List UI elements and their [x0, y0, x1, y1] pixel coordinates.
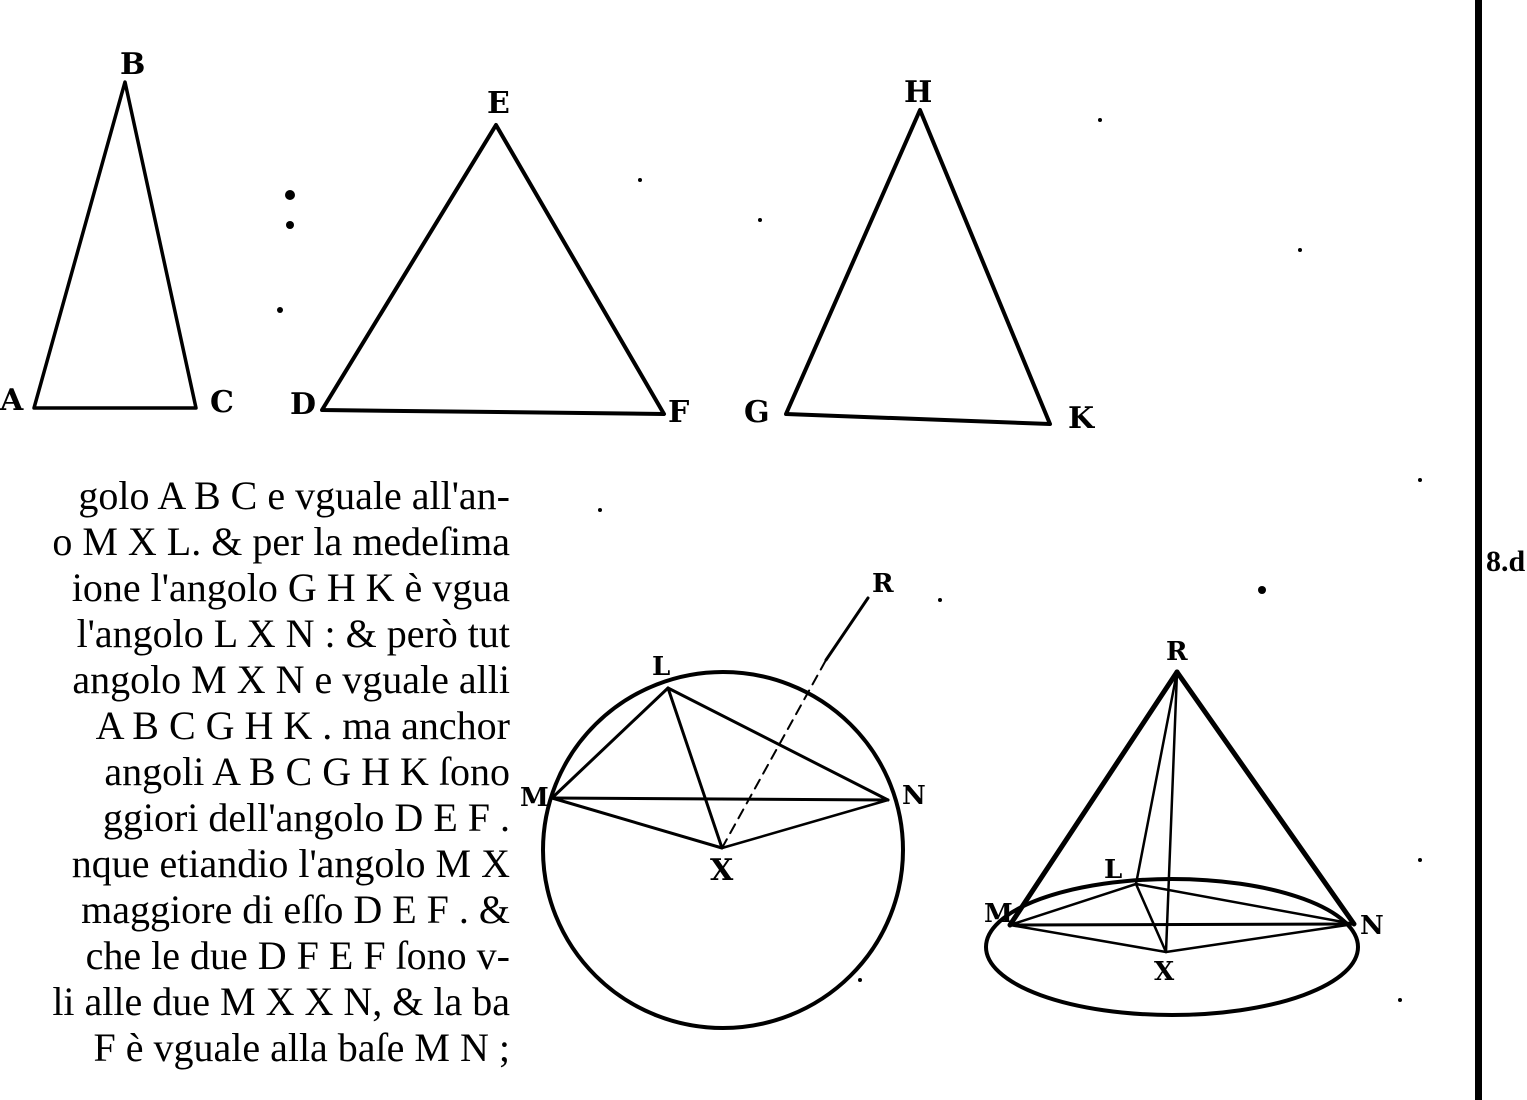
label-k: K	[1068, 401, 1095, 436]
text-line: angoli A B C G H K ſono	[104, 749, 510, 794]
label-cone-l: L	[1104, 855, 1123, 885]
label-h: H	[904, 75, 933, 110]
text-line: ione l'angolo G H K è vgua	[71, 565, 510, 610]
text-line: maggiore di eſſo D E F . &	[81, 887, 510, 932]
text-line: l'angolo L X N : & però tut	[76, 611, 510, 656]
label-circle-l: L	[652, 652, 671, 682]
text-line: o M X L. & per la medeſima	[52, 519, 510, 564]
label-f: F	[668, 395, 690, 430]
text-line: angolo M X N e vguale alli	[72, 657, 510, 702]
cone-figure	[984, 637, 1384, 1015]
label-circle-m: M	[520, 783, 549, 813]
label-circle-r: R	[872, 569, 894, 599]
label-d: D	[290, 387, 317, 422]
label-cone-r: R	[1166, 637, 1188, 667]
label-cone-x: X	[1154, 957, 1175, 987]
label-a: A	[0, 383, 24, 418]
text-line: A B C G H K . ma anchor	[95, 703, 510, 748]
label-g: G	[744, 395, 770, 430]
triangle-ghk	[744, 75, 1095, 436]
label-e: E	[487, 86, 510, 121]
label-cone-m: M	[984, 899, 1013, 929]
label-b: B	[120, 47, 146, 82]
label-circle-x: X	[710, 853, 734, 888]
circle-figure	[520, 569, 926, 1028]
text-line: li alle due M X X N, & la ba	[52, 979, 510, 1024]
text-line: ggiori dell'angolo D E F .	[102, 795, 510, 840]
label-cone-n: N	[1360, 911, 1384, 941]
margin-rule	[1475, 0, 1482, 1100]
triangle-def	[290, 86, 689, 430]
label-circle-n: N	[902, 781, 926, 811]
label-c: C	[210, 385, 234, 420]
text-line: F è vguale alla baſe M N ;	[93, 1025, 510, 1070]
text-line: golo A B C e vguale all'an-	[78, 473, 510, 518]
triangle-abc	[0, 47, 234, 420]
text-line: che le due D F E F ſono v-	[85, 933, 510, 978]
text-line: nque etiandio l'angolo M X	[71, 841, 510, 886]
margin-note: 8.d	[1486, 545, 1526, 578]
body-text	[0, 466, 520, 1100]
